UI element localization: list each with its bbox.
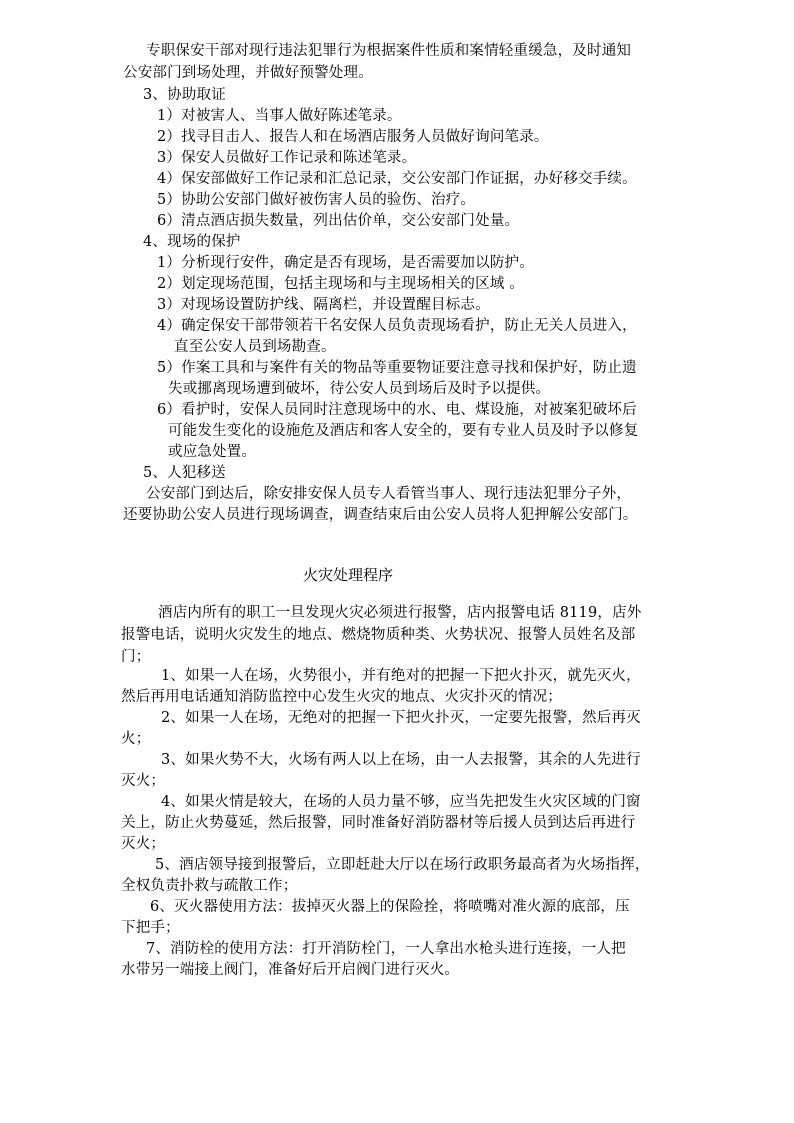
section-title: 火灾处理程序 — [303, 566, 394, 584]
fire-item-line: 火； — [121, 731, 151, 747]
fire-item-line: 然后再用电话通知消防监控中心发生火灾的地点、火灾扑灭的情况； — [121, 689, 562, 705]
protect-line: 1）分析现行安件，确定是否有现场，是否需要加以防护。 — [157, 255, 534, 271]
protect-line: 可能发生变化的设施危及酒店和客人安全的，要有专业人员及时予以修复 — [168, 423, 639, 439]
fire-item-line: 6、灭火器使用方法：拔掉灭火器上的保险拴，将喷嘴对准火源的底部，压 — [150, 899, 630, 915]
fire-item-line: 下把手； — [121, 920, 180, 936]
transfer-line: 还要协助公安人员进行现场调查，调查结束后由公安人员将人犯押解公安部门。 — [123, 507, 638, 523]
evidence-heading: 3、协助取证 — [143, 87, 226, 103]
intro-line-2: 公安部门到场处理，并做好预警处理。 — [123, 65, 373, 81]
evidence-item: 4）保安部做好工作记录和汇总记录，交公安部门作证据，办好移交手续。 — [157, 171, 637, 187]
fire-item-line: 全权负责扑救与疏散工作； — [121, 878, 298, 894]
protect-line: 4）确定保安干部带领若干名安保人员负责现场看护，防止无关人员进入， — [157, 318, 637, 334]
protect-line: 6）看护时，安保人员同时注意现场中的水、电、煤设施，对被案犯破坏后 — [157, 402, 637, 418]
fire-item-line: 2、如果一人在场，无绝对的把握一下把火扑灭，一定要先报警，然后再灭 — [161, 710, 641, 726]
fire-intro-line: 报警电话，说明火灾发生的地点、燃烧物质种类、火势状况、报警人员姓名及部 — [121, 627, 636, 643]
evidence-item: 6）清点酒店损失数量，列出估价单，交公安部门处量。 — [157, 213, 520, 229]
protect-line: 失或挪离现场遭到破坏，待公安人员到场后及时予以提供。 — [168, 381, 551, 397]
fire-intro-line: 门； — [121, 649, 151, 665]
evidence-item: 3）保安人员做好工作记录和陈述笔录。 — [157, 150, 417, 166]
fire-item-line: 5、酒店领导接到报警后，立即赶赴大厅以在场行政职务最高者为火场指挥， — [155, 857, 650, 873]
fire-item-line: 水带另一端接上阀门，准备好后开启阀门进行灭火。 — [121, 962, 460, 978]
protect-line: 直至公安人员到场勘查。 — [174, 339, 336, 355]
fire-item-line: 1、如果一人在场，火势很小，并有绝对的把握一下把火扑灭，就先灭火， — [161, 668, 641, 684]
fire-item-line: 4、如果火情是较大，在场的人员力量不够，应当先把发生火灾区域的门窗 — [161, 794, 641, 810]
fire-intro-line: 酒店内所有的职工一旦发现火灾必须进行报警，店内报警电话 8119，店外 — [158, 605, 642, 621]
fire-item-line: 灭火； — [121, 836, 166, 852]
protect-line: 或应急处置。 — [168, 444, 257, 460]
evidence-item: 1）对被害人、当事人做好陈述笔录。 — [157, 108, 402, 124]
protect-line: 5）作案工具和与案件有关的物品等重要物证要注意寻找和保护好，防止遗 — [157, 360, 637, 376]
fire-item-line: 7、消防栓的使用方法：打开消防栓门，一人拿出水枪头进行连接，一人把 — [146, 941, 626, 957]
transfer-line: 公安部门到达后，除安排安保人员专人看管当事人、现行违法犯罪分子外， — [146, 486, 632, 502]
protect-line: 3）对现场设置防护线、隔离栏，并设置醒目标志。 — [157, 297, 490, 313]
fire-item-line: 关上，防止火势蔓延，然后报警，同时准备好消防器材等后援人员到达后再进行 — [121, 815, 636, 831]
evidence-item: 5）协助公安部门做好被伤害人员的验伤、治疗。 — [157, 192, 476, 208]
transfer-heading: 5、人犯移送 — [143, 465, 226, 481]
evidence-item: 2）找寻目击人、报告人和在场酒店服务人员做好询问笔录。 — [157, 129, 549, 145]
protect-line: 2）划定现场范围，包括主现场和与主现场相关的区域 。 — [157, 276, 525, 292]
fire-item-line: 灭火； — [121, 773, 166, 789]
intro-line-1: 专职保安干部对现行违法犯罪行为根据案件性质和案情轻重缓急，及时通知 — [146, 43, 632, 59]
protect-heading: 4、现场的保护 — [143, 234, 241, 250]
fire-item-line: 3、如果火势不大，火场有两人以上在场，由一人去报警，其余的人先进行 — [161, 752, 641, 768]
